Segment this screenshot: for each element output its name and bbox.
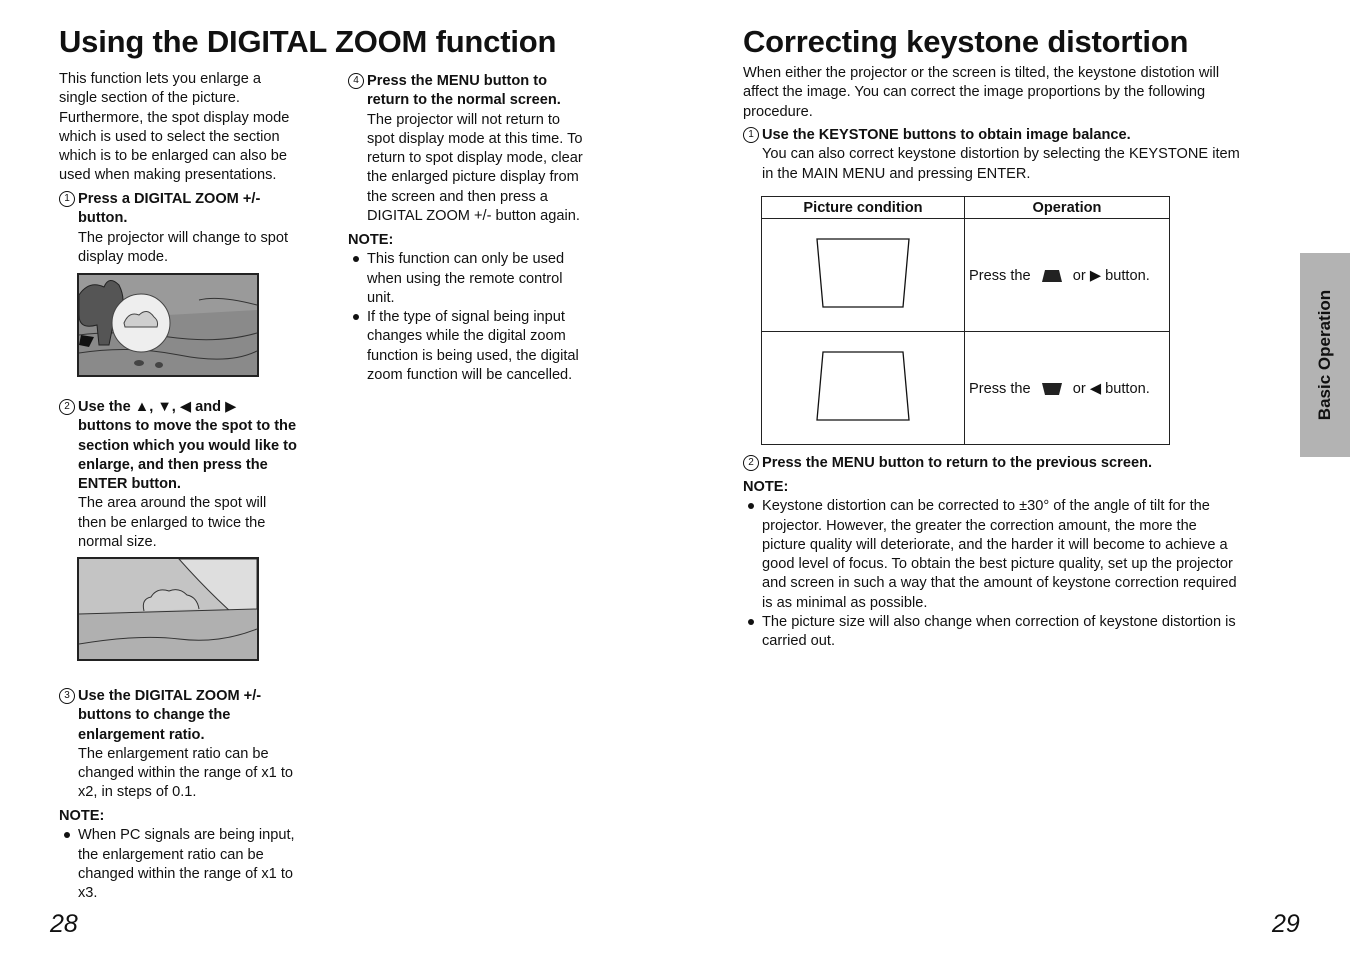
note-bullet: The picture size will also change when correction of keystone distortion is carried out. [743,613,1293,652]
step-number: 4 [348,73,364,89]
picture-condition-cell [762,219,965,332]
keystone-step-1: 1 Use the KEYSTONE buttons to obtain image balance. You can also correct keystone distortion by selecting the KEYSTONE item in the MAIN MENU and pressing ENTER. [743,126,1293,184]
zoom-note-2: NOTE: This function can only be used when using the remote control unit. If the type of signal being input changes while the digital zoom function is being used, the digital zoom function will be cancelled. [348,231,618,385]
keystone-step-2: 2 Press the MENU button to return to the previous screen. [743,454,1293,473]
right-arrow-icon: ▶ [1089,267,1102,284]
note-bullet: This function can only be used when using the remote control unit. [348,250,618,308]
keystone-note: NOTE: Keystone distortion can be corrected to ±30° of the angle of tilt for the projector. However, the greater the correction amount, the more the picture quality will deteriorate, and the harder it will become to achieve a good level of focus. To obtain the best picture quality, set up the projector and screen in such a way that the amount of keystone correction required is as minimal as possible. The picture size will also change when correction of keystone distortion is carried out. [743,478,1293,652]
keystone-bottom-wide-shape [813,348,913,424]
note-bullet: When PC signals are being input, the enlargement ratio can be changed within the range of x1 to x3. [59,826,324,903]
keystone-top-wide-shape [813,235,913,311]
spot-display-illustration [77,273,259,377]
keystone-table [761,196,1170,445]
enlarged-picture-illustration [77,557,259,661]
keystone-up-button-icon [1041,269,1063,283]
side-tab-label: Basic Operation [1315,289,1334,421]
zoom-intro: This function lets you enlarge a single section of the picture. Furthermore, the spot display mode which is used to select the section which is to be enlarged can also be used when making presentations. [59,71,290,184]
step-number: 1 [743,127,759,143]
keystone-down-button-icon [1041,382,1063,396]
zoom-step-3: 3 Use the DIGITAL ZOOM +/- buttons to change the enlargement ratio. The enlargement ratio can be changed within the range of x1 to x2, in steps of 0.1. [59,687,324,803]
side-tab [1300,253,1350,457]
operation-cell: Press the or ◀ button. [965,332,1170,445]
note-bullet: Keystone distortion can be corrected to ±30° of the angle of tilt for the projector. However, the greater the correction amount, the more the picture quality will deteriorate, and the harder it will become to achieve a good level of focus. To obtain the best picture quality, set up the projector and screen in such a way that the amount of keystone correction required is as minimal as possible. [743,497,1293,613]
table-header: Picture condition [762,197,965,219]
picture-condition-cell [762,332,965,445]
operation-cell: Press the or ▶ button. [965,219,1170,332]
step-number: 2 [743,455,759,471]
left-page-title: Using the DIGITAL ZOOM function [59,24,557,59]
page-number-left: 28 [50,910,78,938]
table-header: Operation [965,197,1170,219]
table-row [762,332,1170,445]
step-number: 3 [59,688,75,704]
zoom-step-2: 2 Use the ▲, ▼, ◀ and ▶ buttons to move the spot to the section which you would like to enlarge, and then press the ENTER button. The area around the spot will then be enlarged to twice the normal size. [59,398,324,552]
step-number: 2 [59,399,75,415]
note-bullet: If the type of signal being input changes while the digital zoom function is being used, the digital zoom function will be cancelled. [348,308,618,385]
zoom-step-1: 1 Press a DIGITAL ZOOM +/- button. The projector will change to spot display mode. [59,190,324,267]
step-number: 1 [59,191,75,207]
table-row [762,219,1170,332]
right-page-title: Correcting keystone distortion [743,24,1189,59]
zoom-step-4: 4 Press the MENU button to return to the normal screen. The projector will not return to spot display mode at this time. To return to spot display mode, clear the enlarged picture display from the screen and then press a DIGITAL ZOOM +/- button again. [348,72,618,226]
left-arrow-icon: ◀ [1089,380,1102,397]
zoom-note-1: NOTE: When PC signals are being input, the enlargement ratio can be changed within the range of x1 to x3. [59,807,324,903]
page-number-right: 29 [1272,910,1300,938]
keystone-intro: When either the projector or the screen is tilted, the keystone distotion will affect the image. You can correct the image proportions by the following procedure. [743,65,1220,120]
